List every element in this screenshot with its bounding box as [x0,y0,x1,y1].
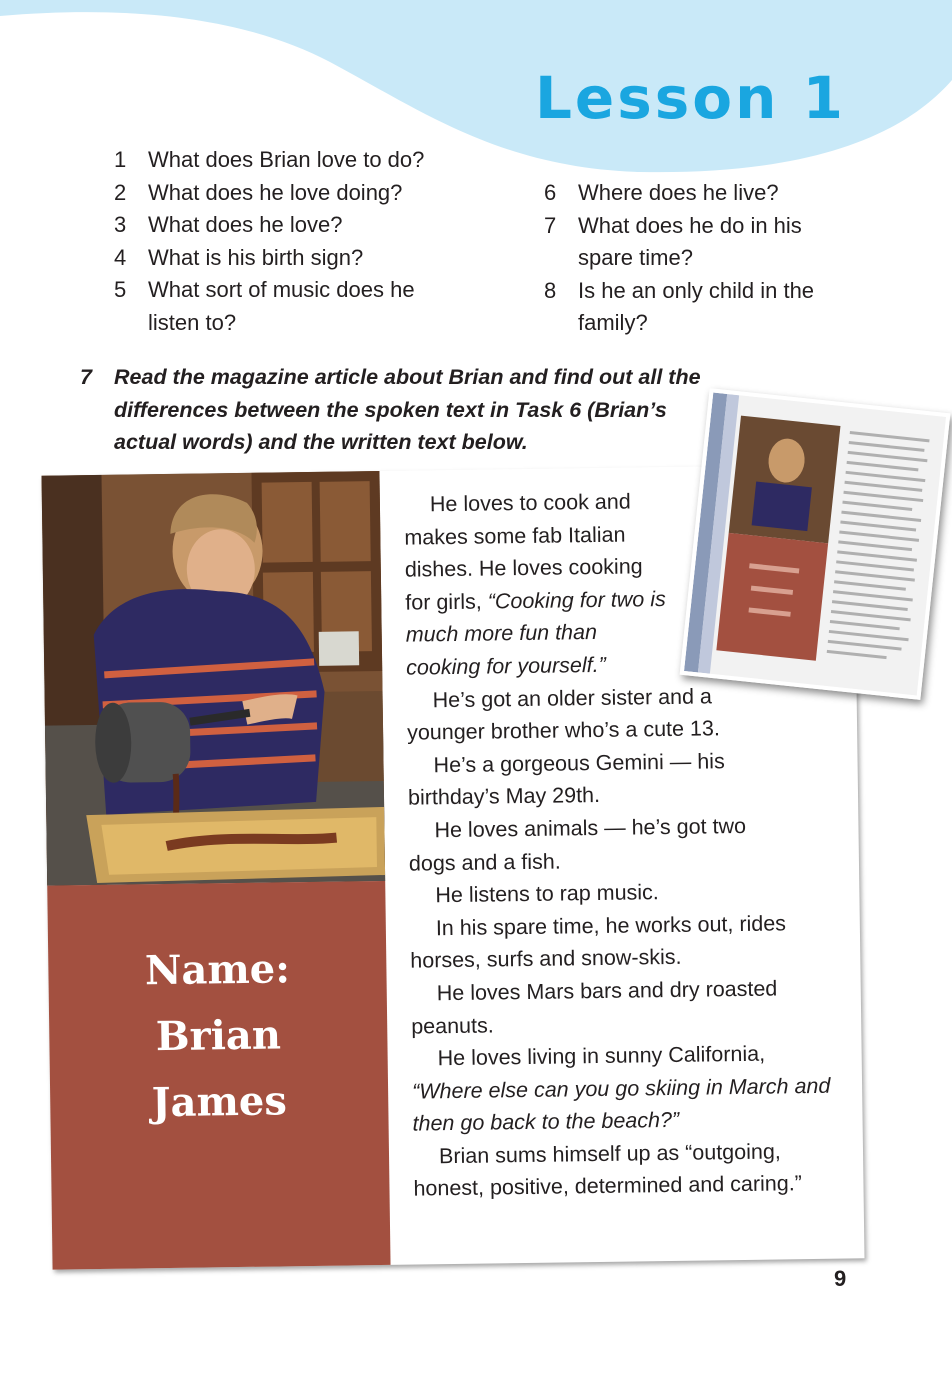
list-item: 4 What is his birth sign? [114,244,364,270]
questions-left [114,144,494,340]
name-box [47,881,390,1270]
task-number: 7 [80,365,92,389]
name-label-block [48,935,389,1138]
name-first: Brian [155,1011,282,1061]
list-item: 5 What sort of music does he listen to? [114,277,415,335]
list-item: 6 Where does he live? [544,180,779,205]
lesson-title: Lesson 1 [534,64,846,132]
article-paragraph: He loves animals — he’s got two dogs and a fish. [408,813,747,876]
list-item: 7 What does he do in his spare time? [544,212,802,271]
name-label: Name: [144,945,291,995]
list-item: 8 Is he an only child in the family? [544,277,815,336]
article-paragraph: He’s got an older sister and a younger brother who’s a cute 13. [406,683,721,745]
article-paragraph: He loves Mars bars and dry roasted peanuts. [411,976,778,1039]
list-item: 3 What does he love? [114,212,343,238]
name-last: James [151,1077,288,1127]
task-text: Read the magazine article about Brian and find out all the differences between the spoken text in Task 6 (Brian’s actual words) and the written text below. [114,365,701,455]
article-paragraph: Brian sums himself up as “outgoing, honest, positive, determined and caring.” [413,1139,803,1202]
list-item: 2 What does he love doing? [114,179,403,205]
magazine-thumbnail [680,388,951,700]
questions-right [544,177,844,340]
article-paragraph: He’s a gorgeous Gemini — his birthday’s May 29th. [407,748,725,810]
list-item: 1 What does Brian love to do? [114,147,425,172]
article-paragraph: He listens to rap music. [435,880,659,908]
article-paragraph: He loves living in sunny California, “Where else can you go skiing in March and then go back to the beach?” [411,1041,831,1136]
article-paragraph: In his spare time, he works out, rides horses, surfs and snow-skis. [410,911,787,973]
photo-brian-cooking [41,471,385,886]
page-number: 9 [834,1266,847,1291]
article-paragraph: He loves to cook and makes some fab Italian dishes. He loves cooking for girls, “Cooking for two is much more fun than cooking for yourself.” [404,489,666,680]
task-instruction [80,361,720,459]
